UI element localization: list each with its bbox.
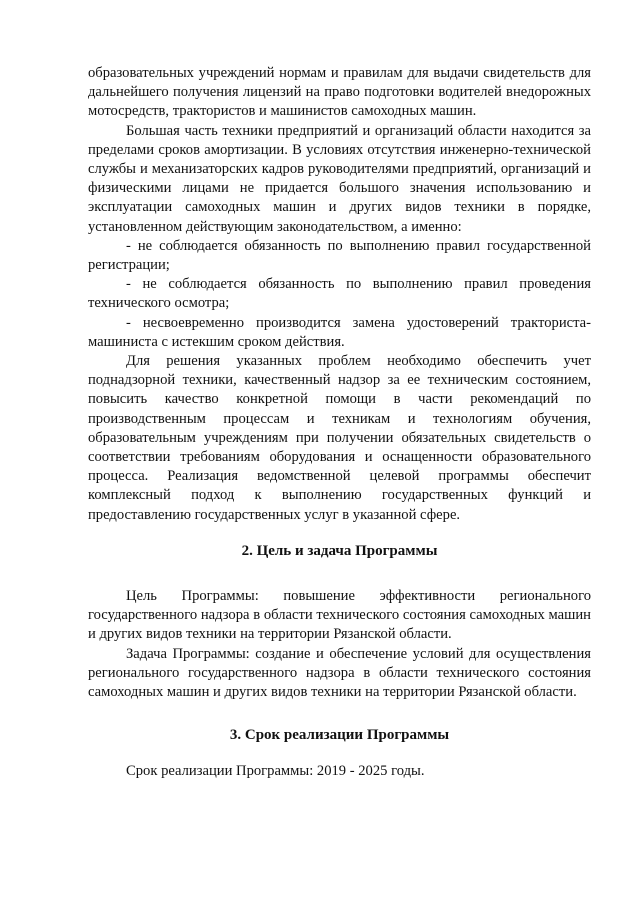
paragraph-program-goal: Цель Программы: повышение эффективности регионального государственного надзора в области технического состояния самоходных машин и других видов техники на территории Рязанской области. bbox=[88, 588, 591, 643]
spacer bbox=[88, 561, 591, 587]
list-item-registration: - не соблюдается обязанность по выполнению правил государственной регистрации; bbox=[88, 237, 591, 274]
section-2-heading: 2. Цель и задача Программы bbox=[241, 542, 438, 559]
paragraph-program-term: Срок реализации Программы: 2019 - 2025 годы. bbox=[126, 762, 425, 779]
paragraph-program-task: Задача Программы: создание и обеспечение условий для осуществления регионального государственного надзора в области технического состояния самоходных машин и других видов техники на территории Рязанской области. bbox=[88, 645, 591, 701]
spacer bbox=[88, 746, 591, 762]
section-3-heading: 3. Срок реализации Программы bbox=[229, 727, 450, 744]
list-item-license-replacement: - несвоевременно производится замена удостоверений тракториста-машиниста с истекшим сроком действия. bbox=[88, 314, 591, 350]
paragraph-equipment-depreciation: Большая часть техники предприятий и организаций области находится за пределами сроков амортизации. В условиях отсутствия инженерно-технической службы и механизаторских кадров руководителями предприятий, организаций и физическими лицами не придается большого значения использованию и эксплуатации самоходных машин и других видов техники в порядке, установленном действующим законодательством, а именно: bbox=[88, 122, 591, 235]
list-item-technical-inspection: - не соблюдается обязанность по выполнению правил проведения технического осмотра; bbox=[88, 276, 591, 312]
spacer bbox=[88, 525, 591, 542]
document-body bbox=[88, 64, 591, 781]
paragraph-problem-solution: Для решения указанных проблем необходимо обеспечить учет поднадзорной техники, качественный надзор за ее техническим состоянием, повысить качество конкретной помощи в части рекомендаций по производственным процессам и техникам и технологиям обучения, образовательным учреждениям при получении обязательных свидетельств о соответствии требованиям оборудования и оснащенности образовательного процесса. Реализация ведомственной целевой программы обеспечит комплексный подход к выполнению государственных функций и предоставлению государственных услуг в указанной сфере. bbox=[88, 353, 591, 523]
paragraph-licensing-continuation: образовательных учреждений нормам и правилам для выдачи свидетельств для дальнейшего получения лицензий на право подготовки водителей внедорожных мотосредств, трактористов и машинистов самоходных машин. bbox=[88, 65, 591, 120]
spacer bbox=[88, 702, 591, 726]
